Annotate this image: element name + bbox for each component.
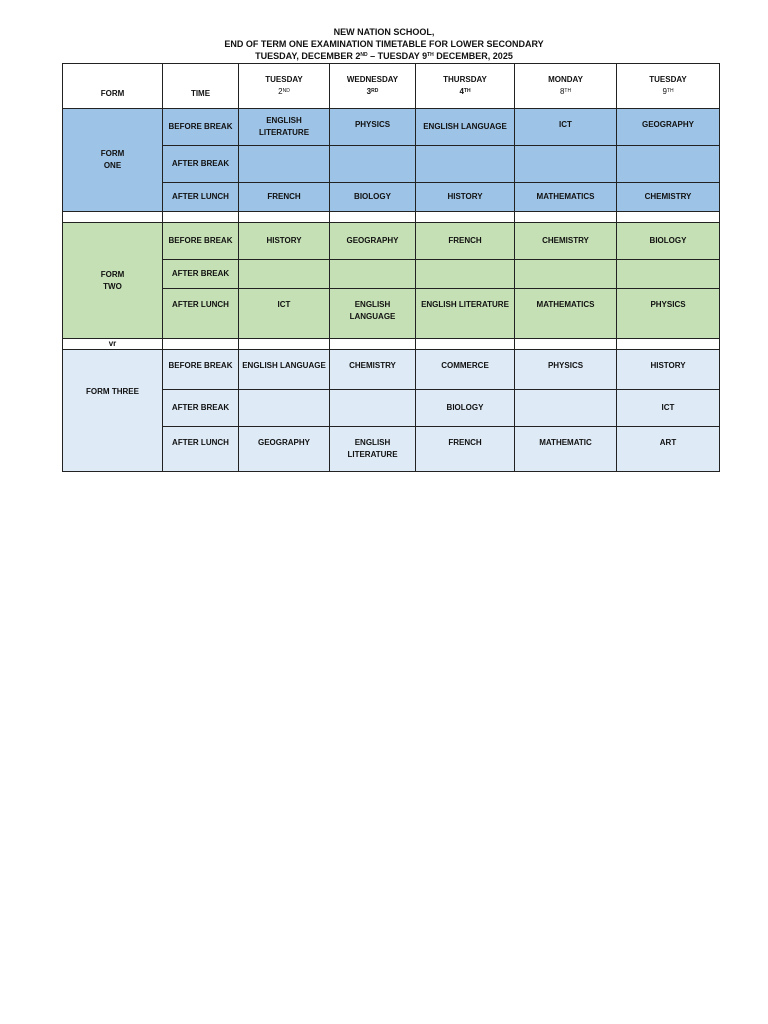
subject-cell (515, 146, 617, 183)
document-header (0, 26, 768, 62)
time-slot: BEFORE BREAK (163, 109, 239, 146)
school-name: NEW NATION SCHOOL, (333, 27, 435, 37)
subject-cell: BIOLOGY (617, 223, 720, 260)
subject-cell: HISTORY (416, 183, 515, 212)
subject-cell: GEOGRAPHY (239, 427, 330, 472)
form-two-label: FORM TWO (63, 223, 163, 339)
time-slot: BEFORE BREAK (163, 350, 239, 390)
subject-cell: MATHEMATICS (515, 289, 617, 339)
header-row (63, 64, 720, 109)
subject-cell: ENGLISH LITERATURE (330, 427, 416, 472)
subject-cell (330, 260, 416, 289)
separator-row (63, 339, 720, 350)
timetable (62, 63, 720, 472)
subject-cell: FRENCH (239, 183, 330, 212)
subject-cell: COMMERCE (416, 350, 515, 390)
subject-cell: ENGLISH LITERATURE (416, 289, 515, 339)
subject-cell (330, 146, 416, 183)
day-header: TUESDAY 9TH (617, 64, 720, 109)
subject-cell (617, 260, 720, 289)
day-header: TUESDAY 2ND (239, 64, 330, 109)
subject-cell: FRENCH (416, 427, 515, 472)
timetable-title: END OF TERM ONE EXAMINATION TIMETABLE FOR LOWER SECONDARY (224, 39, 544, 49)
subject-cell: GEOGRAPHY (330, 223, 416, 260)
subject-cell: PHYSICS (617, 289, 720, 339)
subject-cell: PHYSICS (515, 350, 617, 390)
time-slot: AFTER LUNCH (163, 427, 239, 472)
time-slot: AFTER BREAK (163, 390, 239, 427)
subject-cell (239, 146, 330, 183)
subject-cell: CHEMISTRY (330, 350, 416, 390)
subject-cell: ENGLISH LANGUAGE (416, 109, 515, 146)
subject-cell (239, 390, 330, 427)
subject-cell: MATHEMATICS (515, 183, 617, 212)
subject-cell: ICT (239, 289, 330, 339)
form-three-label: FORM THREE (63, 350, 163, 472)
subject-cell: HISTORY (239, 223, 330, 260)
subject-cell: ICT (617, 390, 720, 427)
table-row (63, 223, 720, 260)
subject-cell (617, 146, 720, 183)
subject-cell (330, 390, 416, 427)
subject-cell: FRENCH (416, 223, 515, 260)
subject-cell: BIOLOGY (416, 390, 515, 427)
subject-cell (515, 260, 617, 289)
subject-cell (239, 260, 330, 289)
subject-cell (515, 390, 617, 427)
day-header: MONDAY 8TH (515, 64, 617, 109)
subject-cell: CHEMISTRY (617, 183, 720, 212)
subject-cell: BIOLOGY (330, 183, 416, 212)
time-column-header: TIME (163, 64, 239, 109)
separator-note: vr (63, 339, 163, 350)
subject-cell: PHYSICS (330, 109, 416, 146)
time-slot: AFTER BREAK (163, 146, 239, 183)
subject-cell: ENGLISH LITERATURE (239, 109, 330, 146)
table-row (63, 109, 720, 146)
time-slot: AFTER BREAK (163, 260, 239, 289)
date-range: TUESDAY, DECEMBER 2ND – TUESDAY 9TH DECEMBER, 2025 (255, 51, 513, 61)
separator-row (63, 212, 720, 223)
subject-cell: CHEMISTRY (515, 223, 617, 260)
subject-cell: ICT (515, 109, 617, 146)
form-one-label: FORM ONE (63, 109, 163, 212)
subject-cell (416, 260, 515, 289)
form-column-header: FORM (63, 64, 163, 109)
subject-cell: ENGLISH LANGUAGE (239, 350, 330, 390)
time-slot: AFTER LUNCH (163, 183, 239, 212)
day-header: WEDNESDAY 3RD (330, 64, 416, 109)
subject-cell: HISTORY (617, 350, 720, 390)
subject-cell: ART (617, 427, 720, 472)
subject-cell: MATHEMATIC (515, 427, 617, 472)
table-row (63, 350, 720, 390)
subject-cell: ENGLISH LANGUAGE (330, 289, 416, 339)
subject-cell (416, 146, 515, 183)
time-slot: AFTER LUNCH (163, 289, 239, 339)
subject-cell: GEOGRAPHY (617, 109, 720, 146)
time-slot: BEFORE BREAK (163, 223, 239, 260)
day-header: THURSDAY 4TH (416, 64, 515, 109)
